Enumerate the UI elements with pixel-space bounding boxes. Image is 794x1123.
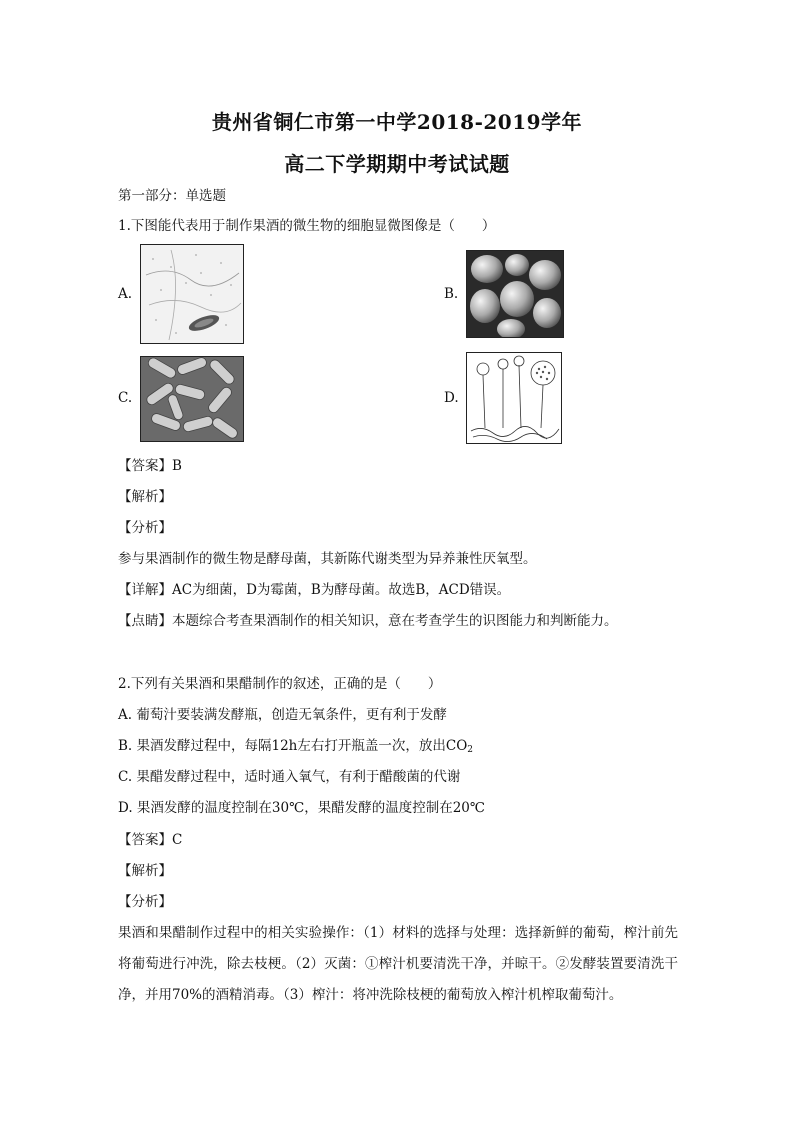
- section-heading: 第一部分：单选题: [118, 188, 226, 204]
- q2-analysis: 果酒和果醋制作过程中的相关实验操作：（1）材料的选择与处理：选择新鲜的葡萄，榨汁前先将葡萄进行冲洗，除去枝梗。（2）灭菌：①榨汁机要清洗干净，并晾干。②发酵装置要清洗干净，并用70%的酒精消毒。（3）榨汁：将冲洗除枝梗的葡萄放入榨汁机榨取葡萄汁。: [118, 925, 678, 1003]
- q1-option-d-label: D.: [444, 390, 459, 406]
- q2-option-b-text: B. 果酒发酵过程中，每隔12h左右打开瓶盖一次，放出CO: [118, 738, 468, 754]
- q1-answer: 【答案】B: [118, 458, 182, 474]
- q2-answer: 【答案】C: [118, 832, 183, 848]
- q1-detail: 【详解】AC为细菌，D为霉菌，B为酵母菌。故选B，ACD错误。: [118, 582, 511, 598]
- q2-option-b: [118, 736, 473, 760]
- mold-sporangia-drawing-icon: [466, 352, 562, 444]
- q2-option-b-subscript: 2: [467, 745, 474, 755]
- q1-analysis: 参与果酒制作的微生物是酵母菌，其新陈代谢类型为异养兼性厌氧型。: [118, 551, 537, 567]
- q1-option-c-label: C.: [118, 390, 133, 406]
- title-line-1: 贵州省铜仁市第一中学2018-2019学年: [211, 110, 583, 134]
- q2-option-d: D. 果酒发酵的温度控制在30℃，果醋发酵的温度控制在20℃: [118, 800, 485, 816]
- q1-comment: 【点睛】本题综合考查果酒制作的相关知识，意在考查学生的识图能力和判断能力。: [118, 613, 618, 629]
- q2-option-a: A. 葡萄汁要装满发酵瓶，创造无氧条件，更有利于发酵: [118, 707, 447, 723]
- title-line-2: 高二下学期期中考试试题: [284, 152, 510, 176]
- q2-stem: 2.下列有关果酒和果醋制作的叙述，正确的是（ ）: [118, 676, 442, 692]
- yeast-micrograph-icon: [466, 250, 564, 338]
- bacterium-micrograph-icon: [140, 244, 244, 344]
- q2-jiexi: 【解析】: [118, 863, 172, 879]
- q1-jiexi: 【解析】: [118, 489, 172, 505]
- rod-bacteria-micrograph-icon: [140, 356, 244, 442]
- q2-option-c: C. 果醋发酵过程中，适时通入氧气，有利于醋酸菌的代谢: [118, 769, 461, 785]
- q2-fenxi: 【分析】: [118, 894, 172, 910]
- q1-option-a-label: A.: [118, 286, 133, 302]
- q1-stem: 1.下图能代表用于制作果酒的微生物的细胞显微图像是（ ）: [118, 218, 496, 234]
- q1-fenxi: 【分析】: [118, 520, 172, 536]
- q1-option-b-label: B.: [444, 286, 459, 302]
